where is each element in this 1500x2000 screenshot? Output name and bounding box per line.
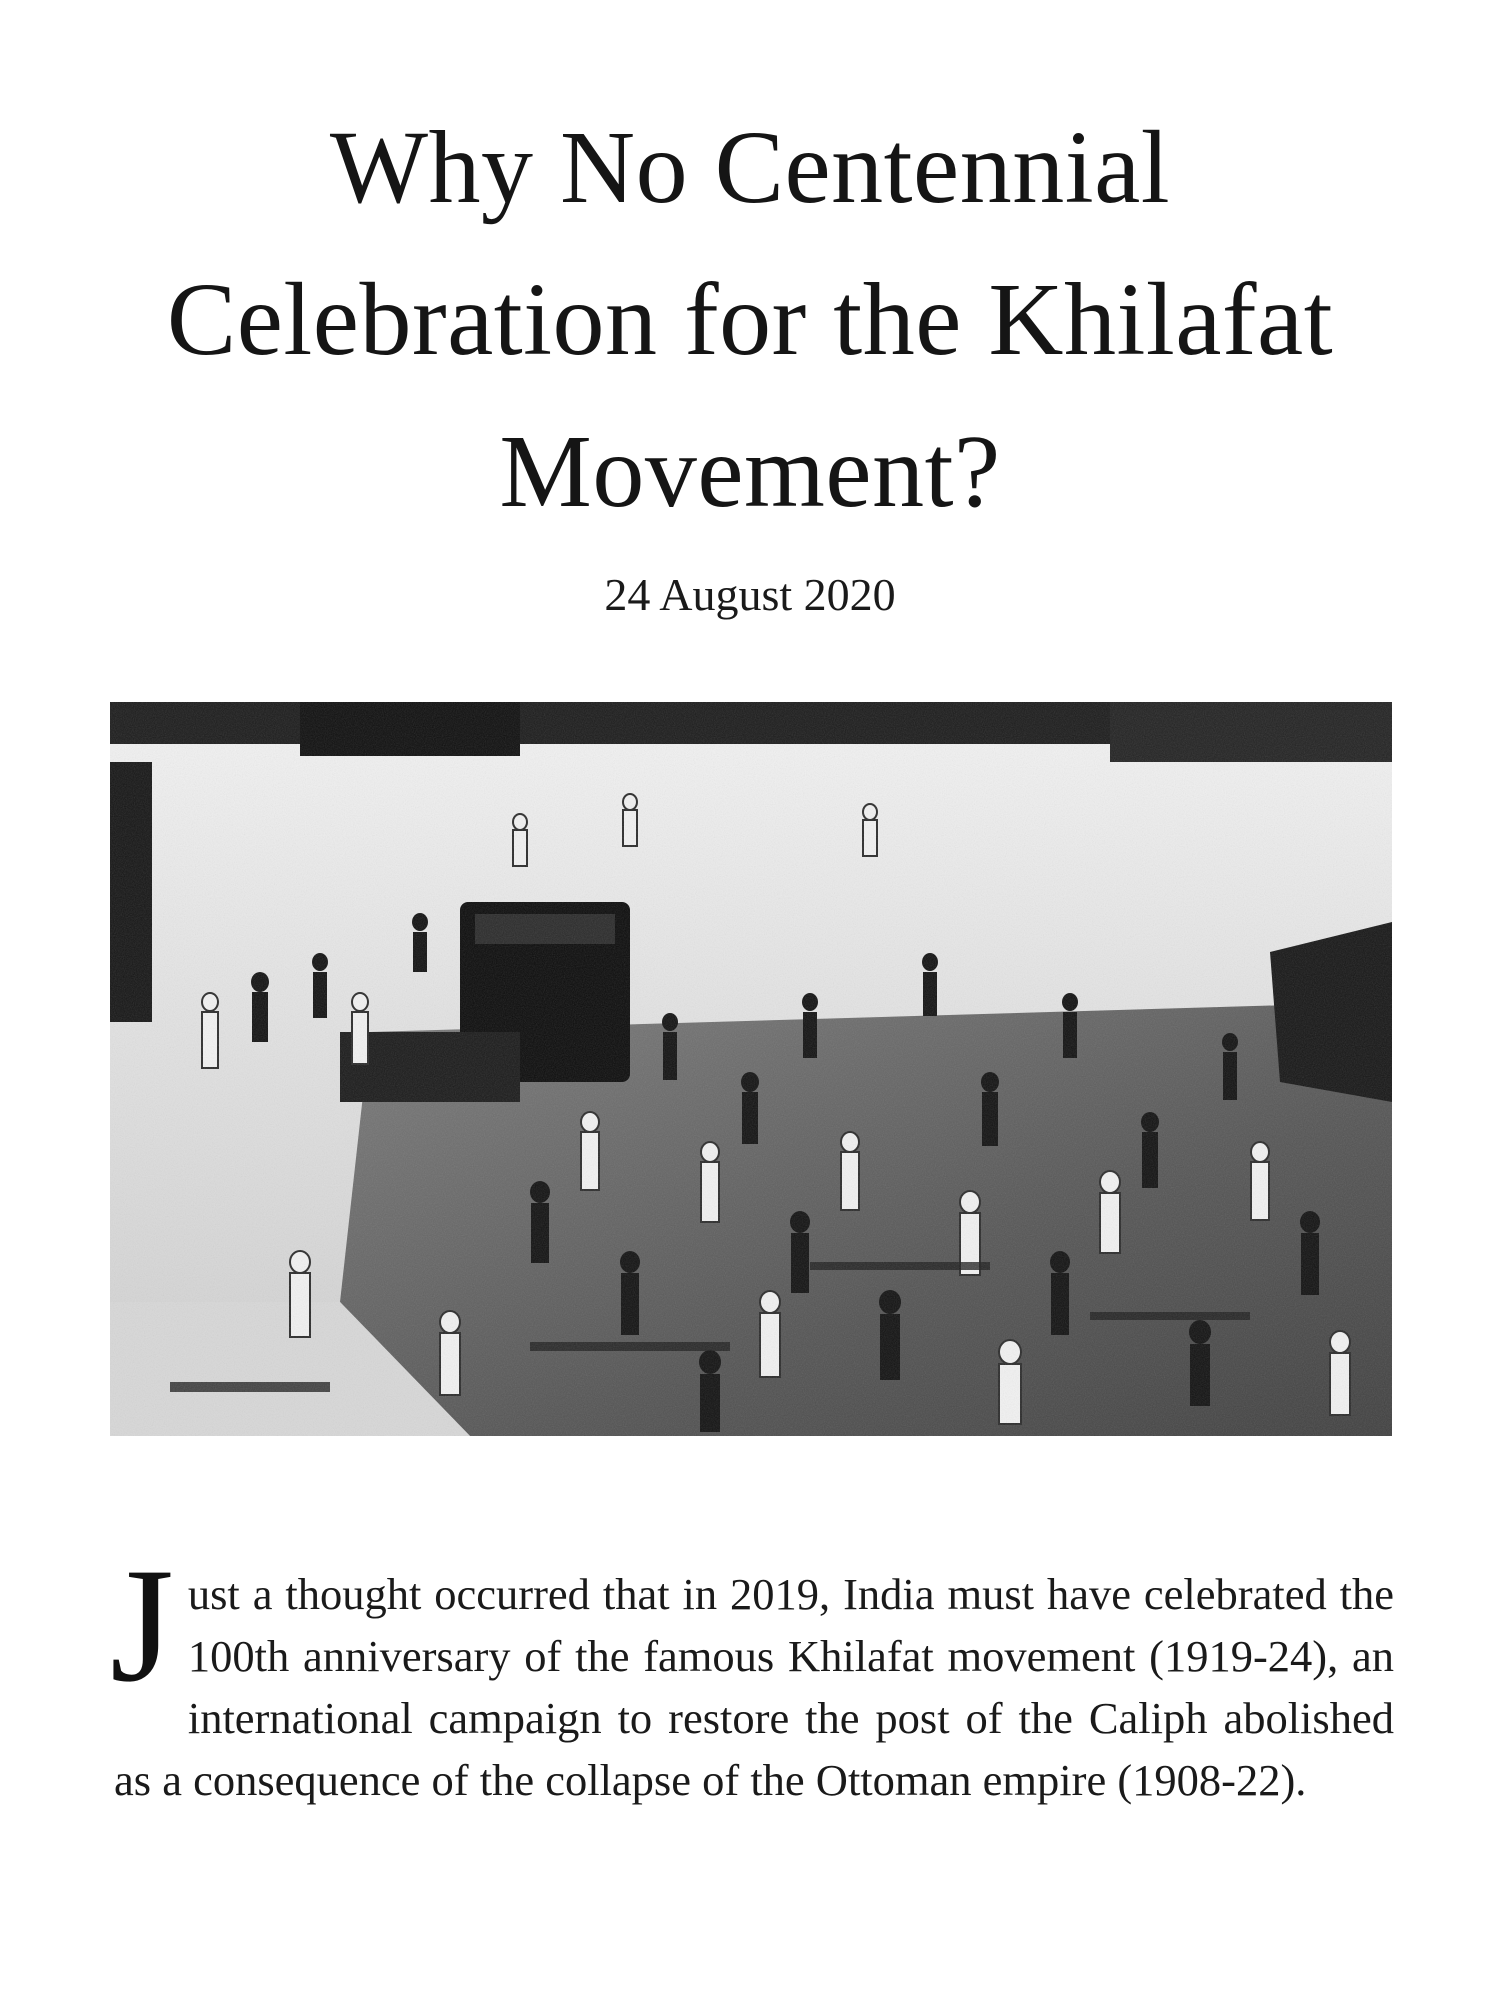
title-line: Why No Centennial (329, 110, 1171, 225)
title-line: Celebration for the Khilafat (166, 262, 1334, 377)
historical-crowd-photo (110, 702, 1392, 1436)
body-paragraph-text: ust a thought occurred that in 2019, India must have celebrated the 100th anniversary of the famous Khilafat movement (1919-24), an international campaign to restore the post of the Caliph abolished as a consequence of the collapse of the Ottoman empire (1908-22). (114, 1569, 1394, 1805)
article-body (110, 1535, 1394, 1811)
title-line: Movement? (499, 414, 1001, 529)
drop-cap: J (110, 1535, 174, 1716)
article-title (100, 92, 1400, 548)
article-date: 24 August 2020 (604, 569, 896, 620)
